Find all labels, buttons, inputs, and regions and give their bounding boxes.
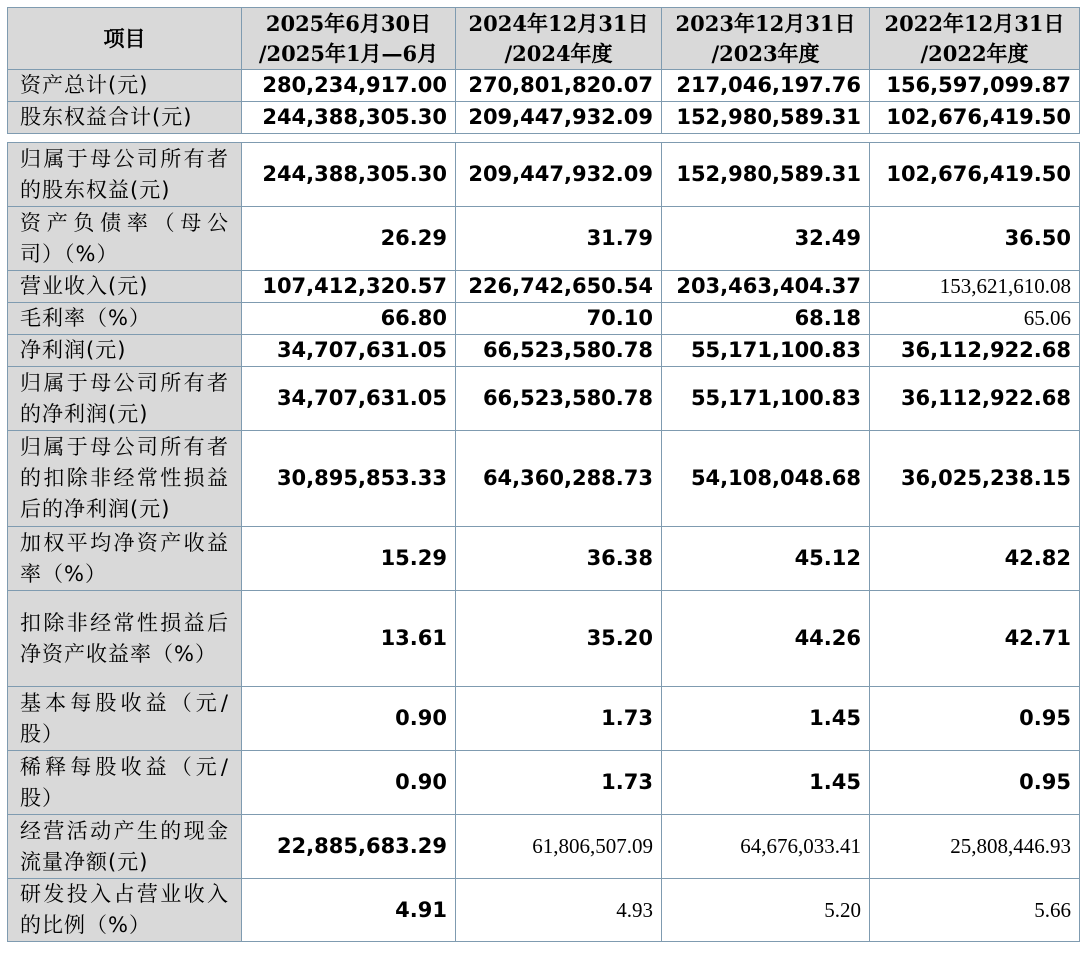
table-row xyxy=(8,751,1080,815)
table-row xyxy=(8,102,1080,134)
cell-value: 15.29 xyxy=(242,527,456,591)
cell-value: 22,885,683.29 xyxy=(242,815,456,879)
table-row xyxy=(8,431,1080,527)
cell-value: 0.95 xyxy=(870,687,1080,751)
cell-value: 107,412,320.57 xyxy=(242,271,456,303)
table-row xyxy=(8,335,1080,367)
row-label: 净利润(元) xyxy=(8,335,242,367)
table-row xyxy=(8,303,1080,335)
table-row xyxy=(8,367,1080,431)
table-row xyxy=(8,687,1080,751)
cell-value: 156,597,099.87 xyxy=(870,70,1080,102)
row-label: 扣除非经常性损益后净资产收益率（%） xyxy=(8,591,242,687)
cell-value: 1.73 xyxy=(456,687,662,751)
cell-value: 64,360,288.73 xyxy=(456,431,662,527)
cell-value: 45.12 xyxy=(662,527,870,591)
financial-data-table xyxy=(7,7,1080,942)
cell-value: 0.90 xyxy=(242,687,456,751)
cell-value: 152,980,589.31 xyxy=(662,143,870,207)
table-header-row xyxy=(8,8,1080,70)
table-row xyxy=(8,591,1080,687)
cell-value: 270,801,820.07 xyxy=(456,70,662,102)
cell-value: 30,895,853.33 xyxy=(242,431,456,527)
cell-value: 34,707,631.05 xyxy=(242,335,456,367)
cell-value: 36,112,922.68 xyxy=(870,367,1080,431)
header-item: 项目 xyxy=(8,8,242,70)
row-label: 加权平均净资产收益率（%） xyxy=(8,527,242,591)
cell-value: 0.95 xyxy=(870,751,1080,815)
table-row xyxy=(8,815,1080,879)
table-row xyxy=(8,879,1080,942)
cell-value: 244,388,305.30 xyxy=(242,143,456,207)
cell-value: 209,447,932.09 xyxy=(456,143,662,207)
table-row xyxy=(8,527,1080,591)
cell-value: 280,234,917.00 xyxy=(242,70,456,102)
cell-value: 32.49 xyxy=(662,207,870,271)
cell-value: 64,676,033.41 xyxy=(662,815,870,879)
cell-value: 31.79 xyxy=(456,207,662,271)
header-2024-text: 2024年12月31日 /2024年度 xyxy=(468,10,649,66)
header-2025 xyxy=(242,8,456,70)
cell-value: 61,806,507.09 xyxy=(456,815,662,879)
cell-value: 66,523,580.78 xyxy=(456,335,662,367)
row-label: 资产总计(元) xyxy=(8,70,242,102)
row-label: 归属于母公司所有者的净利润(元) xyxy=(8,367,242,431)
header-2023-text: 2023年12月31日 /2023年度 xyxy=(675,10,856,66)
cell-value: 0.90 xyxy=(242,751,456,815)
row-label: 归属于母公司所有者的扣除非经常性损益后的净利润(元) xyxy=(8,431,242,527)
table-row xyxy=(8,271,1080,303)
cell-value: 1.73 xyxy=(456,751,662,815)
cell-value: 44.26 xyxy=(662,591,870,687)
cell-value: 5.66 xyxy=(870,879,1080,942)
header-2022 xyxy=(870,8,1080,70)
cell-value: 36,112,922.68 xyxy=(870,335,1080,367)
cell-value: 226,742,650.54 xyxy=(456,271,662,303)
cell-value: 152,980,589.31 xyxy=(662,102,870,134)
cell-value: 68.18 xyxy=(662,303,870,335)
cell-value: 35.20 xyxy=(456,591,662,687)
header-2022-text: 2022年12月31日 /2022年度 xyxy=(884,10,1065,66)
gap-cell xyxy=(8,134,1080,143)
header-2024 xyxy=(456,8,662,70)
cell-value: 70.10 xyxy=(456,303,662,335)
table-row xyxy=(8,70,1080,102)
cell-value: 42.71 xyxy=(870,591,1080,687)
cell-value: 203,463,404.37 xyxy=(662,271,870,303)
cell-value: 217,046,197.76 xyxy=(662,70,870,102)
cell-value: 1.45 xyxy=(662,751,870,815)
cell-value: 34,707,631.05 xyxy=(242,367,456,431)
cell-value: 36.50 xyxy=(870,207,1080,271)
row-label: 基本每股收益（元/股） xyxy=(8,687,242,751)
header-2025-text: 2025年6月30日 /2025年1月—6月 xyxy=(258,10,439,66)
cell-value: 4.93 xyxy=(456,879,662,942)
row-label: 归属于母公司所有者的股东权益(元) xyxy=(8,143,242,207)
row-label: 毛利率（%） xyxy=(8,303,242,335)
row-label: 股东权益合计(元) xyxy=(8,102,242,134)
cell-value: 36,025,238.15 xyxy=(870,431,1080,527)
cell-value: 244,388,305.30 xyxy=(242,102,456,134)
row-label: 经营活动产生的现金流量净额(元) xyxy=(8,815,242,879)
cell-value: 5.20 xyxy=(662,879,870,942)
cell-value: 65.06 xyxy=(870,303,1080,335)
cell-value: 153,621,610.08 xyxy=(870,271,1080,303)
cell-value: 102,676,419.50 xyxy=(870,102,1080,134)
cell-value: 55,171,100.83 xyxy=(662,335,870,367)
header-2023 xyxy=(662,8,870,70)
cell-value: 54,108,048.68 xyxy=(662,431,870,527)
table-row xyxy=(8,143,1080,207)
row-label: 研发投入占营业收入的比例（%） xyxy=(8,879,242,942)
cell-value: 13.61 xyxy=(242,591,456,687)
row-label: 资产负债率（母公司）（%） xyxy=(8,207,242,271)
cell-value: 36.38 xyxy=(456,527,662,591)
cell-value: 4.91 xyxy=(242,879,456,942)
cell-value: 66,523,580.78 xyxy=(456,367,662,431)
cell-value: 1.45 xyxy=(662,687,870,751)
cell-value: 55,171,100.83 xyxy=(662,367,870,431)
table-row xyxy=(8,207,1080,271)
row-label: 营业收入(元) xyxy=(8,271,242,303)
cell-value: 66.80 xyxy=(242,303,456,335)
row-label: 稀释每股收益（元/股） xyxy=(8,751,242,815)
cell-value: 102,676,419.50 xyxy=(870,143,1080,207)
table-gap xyxy=(8,134,1080,143)
cell-value: 26.29 xyxy=(242,207,456,271)
cell-value: 209,447,932.09 xyxy=(456,102,662,134)
cell-value: 42.82 xyxy=(870,527,1080,591)
cell-value: 25,808,446.93 xyxy=(870,815,1080,879)
